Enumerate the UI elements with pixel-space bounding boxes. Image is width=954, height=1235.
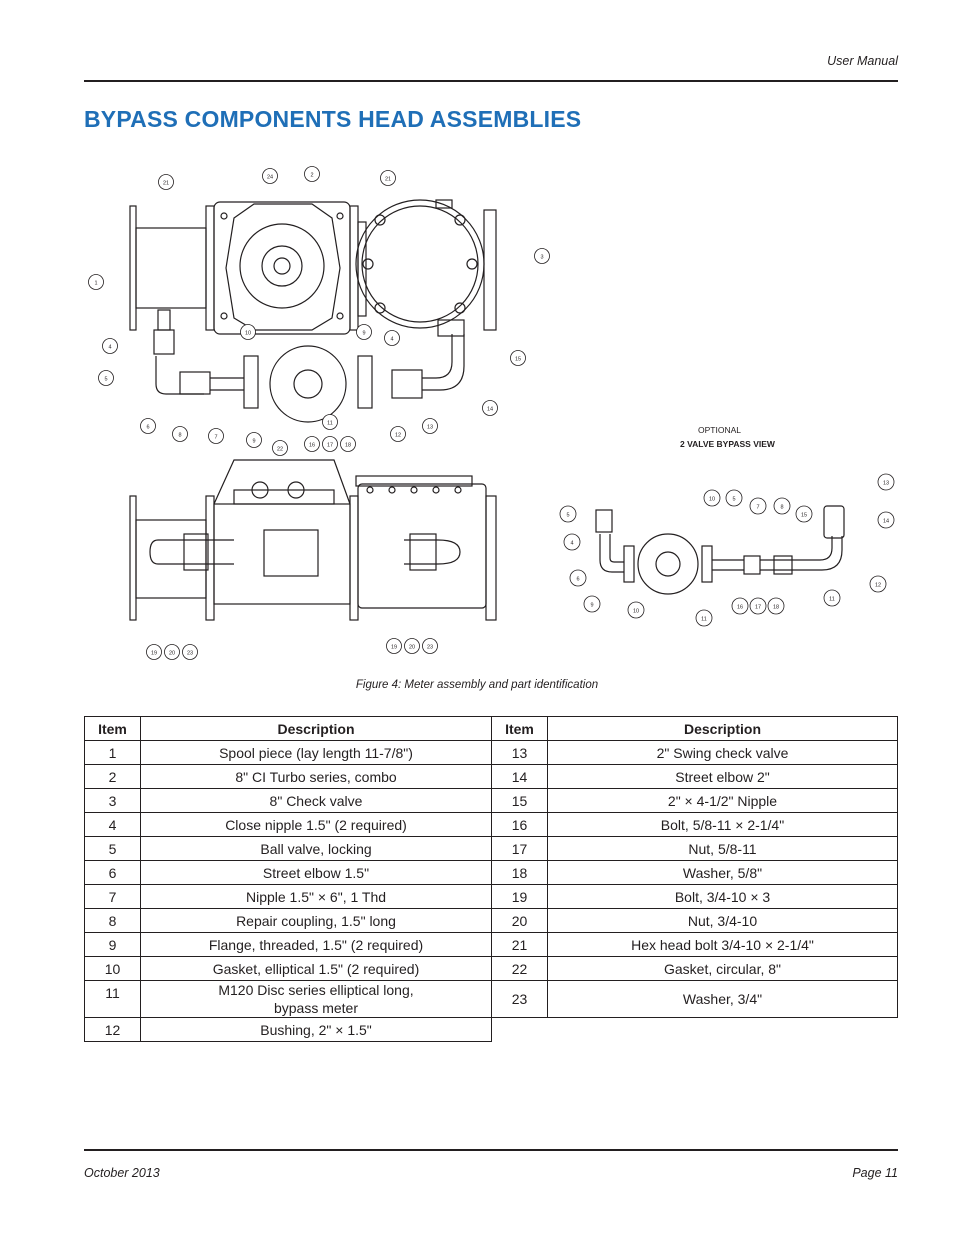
item-description: Repair coupling, 1.5" long: [141, 909, 492, 933]
item-number: 14: [492, 765, 548, 789]
table-row: [492, 885, 898, 909]
figure-caption: Figure 4: Meter assembly and part identification: [355, 679, 599, 691]
item-number: 15: [492, 789, 548, 813]
callout-number: 17: [754, 604, 762, 611]
parts-table-right: [491, 716, 898, 1018]
callout-number: 3: [540, 254, 544, 261]
callout-number: 14: [486, 406, 494, 413]
item-number: 12: [85, 1018, 141, 1042]
item-number: 6: [85, 861, 141, 885]
table-row: [85, 741, 492, 765]
item-number: 2: [85, 765, 141, 789]
callout-number: 23: [426, 644, 434, 651]
item-description: Washer, 3/4": [548, 981, 898, 1018]
callout-number: 19: [390, 644, 398, 651]
item-description: Gasket, elliptical 1.5" (2 required): [141, 957, 492, 981]
callout-number: 10: [244, 330, 252, 337]
callout-number: 9: [590, 602, 594, 609]
callout-number: 4: [570, 540, 574, 547]
table-row: [85, 813, 492, 837]
callout-number: 5: [566, 512, 570, 519]
callout-number: 18: [344, 442, 352, 449]
item-number: 11: [85, 981, 141, 1018]
callout-number: 8: [780, 504, 784, 511]
table-row: [492, 765, 898, 789]
callout-number: 7: [756, 504, 760, 511]
item-description: Nut, 3/4-10: [548, 909, 898, 933]
table-row: [492, 861, 898, 885]
callout-number: 16: [308, 442, 316, 449]
item-description: Gasket, circular, 8": [548, 957, 898, 981]
header-rule: [84, 80, 898, 82]
callout-number: 7: [214, 434, 218, 441]
callout-number: 4: [390, 336, 394, 343]
item-header: Item: [85, 717, 141, 741]
callout-number: 20: [408, 644, 416, 651]
callout-number: 19: [150, 650, 158, 657]
callout-number: 8: [178, 432, 182, 439]
callout-number: 12: [394, 432, 402, 439]
callout-number: 15: [514, 356, 522, 363]
item-number: 22: [492, 957, 548, 981]
page-title: BYPASS COMPONENTS HEAD ASSEMBLIES: [84, 106, 582, 132]
item-header: Item: [492, 717, 548, 741]
item-description: Street elbow 1.5": [141, 861, 492, 885]
callout-number: 6: [146, 424, 150, 431]
table-row: [492, 933, 898, 957]
callout-number: 5: [732, 496, 736, 503]
table-row: [492, 957, 898, 981]
item-description: 2" Swing check valve: [548, 741, 898, 765]
footer-rule: [84, 1149, 898, 1151]
callout-number: 4: [108, 344, 112, 351]
item-number: 1: [85, 741, 141, 765]
table-row: [492, 909, 898, 933]
table-row: [85, 837, 492, 861]
callout-number: 5: [104, 376, 108, 383]
item-description: Bolt, 3/4-10 × 3: [548, 885, 898, 909]
parts-table-left: [84, 716, 492, 1042]
table-row: [85, 933, 492, 957]
item-description: Bolt, 5/8-11 × 2-1/4": [548, 813, 898, 837]
item-description: Ball valve, locking: [141, 837, 492, 861]
item-number: 4: [85, 813, 141, 837]
item-number: 5: [85, 837, 141, 861]
table-row: [85, 885, 492, 909]
table-row: [85, 1018, 492, 1042]
table-row: [492, 981, 898, 1018]
item-number: 20: [492, 909, 548, 933]
callout-number: 2: [310, 172, 314, 179]
front-view-drawing: [130, 460, 496, 620]
optional-label: OPTIONAL: [698, 425, 741, 435]
item-description: Spool piece (lay length 11-7/8"): [141, 741, 492, 765]
callout-number: 10: [708, 496, 716, 503]
item-description: Street elbow 2": [548, 765, 898, 789]
item-number: 19: [492, 885, 548, 909]
callout-number: 11: [701, 616, 707, 623]
description-header: Description: [141, 717, 492, 741]
item-number: 23: [492, 981, 548, 1018]
callout-number: 21: [384, 176, 392, 183]
item-number: 3: [85, 789, 141, 813]
table-row: [85, 909, 492, 933]
callout-number: 11: [327, 420, 333, 427]
callout-number: 21: [162, 180, 170, 187]
item-number: 9: [85, 933, 141, 957]
item-description: Hex head bolt 3/4-10 × 2-1/4": [548, 933, 898, 957]
bypass-view-label: 2 VALVE BYPASS VIEW: [680, 439, 775, 449]
item-number: 7: [85, 885, 141, 909]
description-header: Description: [548, 717, 898, 741]
callout-number: 9: [252, 438, 256, 445]
callout-number: 11: [829, 596, 835, 603]
item-number: 10: [85, 957, 141, 981]
callout-number: 15: [800, 512, 808, 519]
callout-number: 10: [632, 608, 640, 615]
callout-number: 13: [882, 480, 890, 487]
callout-number: 12: [874, 582, 882, 589]
callout-number: 23: [186, 650, 194, 657]
item-number: 16: [492, 813, 548, 837]
meter-assembly-figure: [84, 160, 898, 670]
footer-page-number: Page 11: [852, 1166, 898, 1180]
item-description: Flange, threaded, 1.5" (2 required): [141, 933, 492, 957]
callout-number: 18: [772, 604, 780, 611]
main-callouts: [89, 167, 550, 660]
table-row: [85, 789, 492, 813]
item-description: Nut, 5/8-11: [548, 837, 898, 861]
header-manual-label: User Manual: [827, 54, 898, 68]
item-description: Washer, 5/8": [548, 861, 898, 885]
callout-number: 17: [326, 442, 334, 449]
table-row: [492, 741, 898, 765]
item-number: 18: [492, 861, 548, 885]
table-row: [85, 861, 492, 885]
item-number: 17: [492, 837, 548, 861]
table-row: [492, 813, 898, 837]
callout-number: 24: [266, 174, 274, 181]
item-description: 8" CI Turbo series, combo: [141, 765, 492, 789]
item-number: 8: [85, 909, 141, 933]
top-view-drawing: [130, 200, 496, 422]
table-row: [492, 789, 898, 813]
item-description: Close nipple 1.5" (2 required): [141, 813, 492, 837]
callout-number: 14: [882, 518, 890, 525]
item-description: M120 Disc series elliptical long, bypass meter: [141, 981, 492, 1018]
callout-number: 20: [168, 650, 176, 657]
item-description: Bushing, 2" × 1.5": [141, 1018, 492, 1042]
item-number: 21: [492, 933, 548, 957]
callout-number: 13: [426, 424, 434, 431]
table-row: [85, 981, 492, 1018]
table-row: [85, 957, 492, 981]
callout-number: 16: [736, 604, 744, 611]
item-description: 8" Check valve: [141, 789, 492, 813]
item-description: Nipple 1.5" × 6", 1 Thd: [141, 885, 492, 909]
item-number: 13: [492, 741, 548, 765]
item-description: 2" × 4-1/2" Nipple: [548, 789, 898, 813]
callout-number: 1: [94, 280, 98, 287]
table-row: [85, 765, 492, 789]
footer-date: October 2013: [84, 1166, 160, 1180]
callout-number: 6: [576, 576, 580, 583]
callout-number: 9: [362, 330, 366, 337]
table-row: [492, 837, 898, 861]
callout-number: 22: [276, 446, 284, 453]
